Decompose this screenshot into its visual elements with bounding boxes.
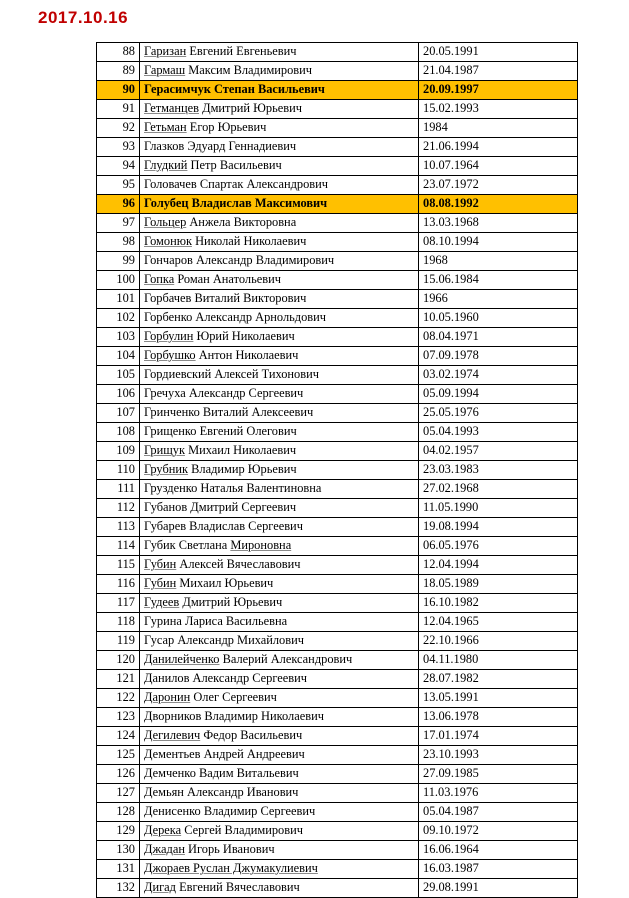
row-full-name: Гольцер Анжела Викторовна (140, 214, 419, 233)
row-number: 109 (97, 442, 140, 461)
row-full-name: Данилов Александр Сергеевич (140, 670, 419, 689)
row-birth-date: 08.08.1992 (419, 195, 578, 214)
row-birth-date: 09.10.1972 (419, 822, 578, 841)
table-row (97, 347, 578, 366)
underlined-token: Губин (144, 576, 177, 591)
row-birth-date: 10.05.1960 (419, 309, 578, 328)
row-birth-date: 11.05.1990 (419, 499, 578, 518)
records-table-body (97, 43, 578, 898)
row-number: 122 (97, 689, 140, 708)
row-full-name: Демченко Вадим Витальевич (140, 765, 419, 784)
underlined-token: Грубник (144, 462, 189, 477)
table-row (97, 727, 578, 746)
table-row (97, 442, 578, 461)
row-birth-date: 25.05.1976 (419, 404, 578, 423)
row-number: 94 (97, 157, 140, 176)
underlined-token: Грищук (144, 443, 185, 458)
row-number: 90 (97, 81, 140, 100)
row-number: 92 (97, 119, 140, 138)
row-full-name: Гурина Лариса Васильевна (140, 613, 419, 632)
row-number: 112 (97, 499, 140, 518)
row-birth-date: 15.06.1984 (419, 271, 578, 290)
table-row (97, 518, 578, 537)
underlined-token: Губин (144, 557, 177, 572)
table-row (97, 765, 578, 784)
row-full-name: Грищенко Евгений Олегович (140, 423, 419, 442)
row-birth-date: 1966 (419, 290, 578, 309)
table-row (97, 613, 578, 632)
table-row (97, 233, 578, 252)
table-row (97, 366, 578, 385)
row-number: 102 (97, 309, 140, 328)
row-birth-date: 05.09.1994 (419, 385, 578, 404)
row-full-name (140, 860, 419, 879)
row-full-name: Головачев Спартак Александрович (140, 176, 419, 195)
row-number: 107 (97, 404, 140, 423)
row-full-name: Даронин Олег Сергеевич (140, 689, 419, 708)
table-row (97, 746, 578, 765)
row-birth-date: 12.04.1994 (419, 556, 578, 575)
row-birth-date: 12.04.1965 (419, 613, 578, 632)
row-birth-date: 28.07.1982 (419, 670, 578, 689)
row-birth-date: 23.07.1972 (419, 176, 578, 195)
row-number: 108 (97, 423, 140, 442)
table-row (97, 708, 578, 727)
row-full-name: Горбенко Александр Арнольдович (140, 309, 419, 328)
table-row (97, 879, 578, 898)
row-birth-date: 15.02.1993 (419, 100, 578, 119)
row-full-name: Гетьман Егор Юрьевич (140, 119, 419, 138)
row-number: 118 (97, 613, 140, 632)
table-row (97, 575, 578, 594)
row-number: 131 (97, 860, 140, 879)
table-row (97, 100, 578, 119)
row-number: 91 (97, 100, 140, 119)
row-number: 121 (97, 670, 140, 689)
row-number: 88 (97, 43, 140, 62)
table-row (97, 138, 578, 157)
row-number: 93 (97, 138, 140, 157)
row-full-name: Дигад Евгений Вячеславович (140, 879, 419, 898)
underlined-token: Гомонюк (144, 234, 192, 249)
underlined-token: Горбушко (144, 348, 196, 363)
row-full-name: Горбулин Юрий Николаевич (140, 328, 419, 347)
table-row (97, 499, 578, 518)
row-number: 110 (97, 461, 140, 480)
row-number: 114 (97, 537, 140, 556)
table-row (97, 43, 578, 62)
table-row (97, 119, 578, 138)
table-row (97, 784, 578, 803)
row-birth-date: 08.04.1971 (419, 328, 578, 347)
row-full-name: Грищук Михаил Николаевич (140, 442, 419, 461)
row-number: 105 (97, 366, 140, 385)
row-birth-date: 06.05.1976 (419, 537, 578, 556)
records-table-container (96, 42, 556, 898)
underlined-token: Гетманцев (144, 101, 200, 116)
row-birth-date: 16.10.1982 (419, 594, 578, 613)
underlined-token: Джораев Руслан Джумакулиевич (144, 861, 318, 876)
row-birth-date: 04.11.1980 (419, 651, 578, 670)
row-number: 89 (97, 62, 140, 81)
row-number: 130 (97, 841, 140, 860)
underlined-token: Дегилевич (144, 728, 201, 743)
table-row (97, 328, 578, 347)
table-row (97, 480, 578, 499)
row-full-name: Глазков Эдуард Геннадиевич (140, 138, 419, 157)
row-birth-date: 19.08.1994 (419, 518, 578, 537)
table-row (97, 860, 578, 879)
row-full-name: Губанов Дмитрий Сергеевич (140, 499, 419, 518)
row-full-name: Гусар Александр Михайлович (140, 632, 419, 651)
row-full-name: Голубец Владислав Максимович (140, 195, 419, 214)
table-row (97, 309, 578, 328)
underlined-token: Гопка (144, 272, 175, 287)
row-birth-date: 18.05.1989 (419, 575, 578, 594)
table-row (97, 670, 578, 689)
table-row (97, 803, 578, 822)
row-number: 96 (97, 195, 140, 214)
row-birth-date: 1968 (419, 252, 578, 271)
table-row (97, 632, 578, 651)
row-full-name: Горбачев Виталий Викторович (140, 290, 419, 309)
row-full-name: Дворников Владимир Николаевич (140, 708, 419, 727)
row-birth-date: 13.05.1991 (419, 689, 578, 708)
underlined-token: Гаризан (144, 44, 187, 59)
table-row (97, 271, 578, 290)
row-birth-date: 20.05.1991 (419, 43, 578, 62)
row-full-name: Гордиевский Алексей Тихонович (140, 366, 419, 385)
row-number: 113 (97, 518, 140, 537)
row-birth-date: 17.01.1974 (419, 727, 578, 746)
table-row (97, 81, 578, 100)
row-number: 115 (97, 556, 140, 575)
table-row (97, 537, 578, 556)
row-full-name: Гринченко Виталий Алексеевич (140, 404, 419, 423)
row-birth-date: 13.03.1968 (419, 214, 578, 233)
underlined-token: Гетьман (144, 120, 187, 135)
row-full-name: Грузденко Наталья Валентиновна (140, 480, 419, 499)
row-full-name: Данилейченко Валерий Александрович (140, 651, 419, 670)
table-row (97, 157, 578, 176)
row-number: 100 (97, 271, 140, 290)
row-number: 104 (97, 347, 140, 366)
row-birth-date: 23.03.1983 (419, 461, 578, 480)
row-full-name: Глудкий Петр Васильевич (140, 157, 419, 176)
records-table (96, 42, 578, 898)
row-full-name: Демьян Александр Иванович (140, 784, 419, 803)
table-row (97, 556, 578, 575)
row-number: 132 (97, 879, 140, 898)
underlined-token: Дерека (144, 823, 182, 838)
row-full-name: Гаризан Евгений Евгеньевич (140, 43, 419, 62)
row-full-name: Гречуха Александр Сергеевич (140, 385, 419, 404)
table-row (97, 461, 578, 480)
row-full-name: Дементьев Андрей Андреевич (140, 746, 419, 765)
row-number: 119 (97, 632, 140, 651)
table-row (97, 404, 578, 423)
underlined-token: Гармаш (144, 63, 186, 78)
row-birth-date: 22.10.1966 (419, 632, 578, 651)
row-birth-date: 08.10.1994 (419, 233, 578, 252)
row-full-name: Джадан Игорь Иванович (140, 841, 419, 860)
row-birth-date: 23.10.1993 (419, 746, 578, 765)
row-full-name: Губин Михаил Юрьевич (140, 575, 419, 594)
row-birth-date: 16.03.1987 (419, 860, 578, 879)
underlined-token: Горбулин (144, 329, 194, 344)
table-row (97, 841, 578, 860)
underlined-token: Джадан (144, 842, 185, 857)
row-full-name: Горбушко Антон Николаевич (140, 347, 419, 366)
table-row (97, 176, 578, 195)
row-full-name: Гомонюк Николай Николаевич (140, 233, 419, 252)
table-row (97, 651, 578, 670)
row-birth-date: 16.06.1964 (419, 841, 578, 860)
table-row (97, 423, 578, 442)
row-number: 126 (97, 765, 140, 784)
row-full-name: Гудеев Дмитрий Юрьевич (140, 594, 419, 613)
row-full-name: Гетманцев Дмитрий Юрьевич (140, 100, 419, 119)
row-full-name: Губин Алексей Вячеславович (140, 556, 419, 575)
table-row (97, 290, 578, 309)
row-number: 125 (97, 746, 140, 765)
row-number: 101 (97, 290, 140, 309)
row-number: 129 (97, 822, 140, 841)
underlined-token: Глудкий (144, 158, 188, 173)
row-birth-date: 11.03.1976 (419, 784, 578, 803)
table-row (97, 195, 578, 214)
row-number: 116 (97, 575, 140, 594)
row-birth-date: 20.09.1997 (419, 81, 578, 100)
row-number: 117 (97, 594, 140, 613)
row-birth-date: 05.04.1987 (419, 803, 578, 822)
row-number: 123 (97, 708, 140, 727)
row-full-name: Герасимчук Степан Васильевич (140, 81, 419, 100)
row-number: 99 (97, 252, 140, 271)
row-number: 95 (97, 176, 140, 195)
row-number: 111 (97, 480, 140, 499)
row-number: 120 (97, 651, 140, 670)
table-row (97, 214, 578, 233)
row-birth-date: 21.06.1994 (419, 138, 578, 157)
underlined-token: Данилейченко (144, 652, 220, 667)
row-birth-date: 05.04.1993 (419, 423, 578, 442)
table-row (97, 252, 578, 271)
table-row (97, 385, 578, 404)
row-birth-date: 04.02.1957 (419, 442, 578, 461)
row-birth-date: 21.04.1987 (419, 62, 578, 81)
row-birth-date: 27.02.1968 (419, 480, 578, 499)
underlined-token: Дигад (144, 880, 176, 895)
row-full-name: Губик Светлана Мироновна (140, 537, 419, 556)
underlined-token: Гольцер (144, 215, 187, 230)
row-full-name: Гончаров Александр Владимирович (140, 252, 419, 271)
row-birth-date: 03.02.1974 (419, 366, 578, 385)
table-row (97, 594, 578, 613)
row-birth-date: 27.09.1985 (419, 765, 578, 784)
row-full-name: Денисенко Владимир Сергеевич (140, 803, 419, 822)
table-row (97, 822, 578, 841)
row-full-name: Губарев Владислав Сергеевич (140, 518, 419, 537)
underlined-token: Даронин (144, 690, 191, 705)
row-number: 97 (97, 214, 140, 233)
row-number: 103 (97, 328, 140, 347)
row-number: 124 (97, 727, 140, 746)
row-number: 127 (97, 784, 140, 803)
row-number: 106 (97, 385, 140, 404)
row-full-name: Грубник Владимир Юрьевич (140, 461, 419, 480)
table-row (97, 689, 578, 708)
row-birth-date: 13.06.1978 (419, 708, 578, 727)
row-full-name: Дерека Сергей Владимирович (140, 822, 419, 841)
row-birth-date: 1984 (419, 119, 578, 138)
row-full-name: Дегилевич Федор Васильевич (140, 727, 419, 746)
row-birth-date: 10.07.1964 (419, 157, 578, 176)
underlined-token: Мироновна (230, 538, 292, 553)
page-title: 2017.10.16 (38, 8, 129, 27)
row-birth-date: 29.08.1991 (419, 879, 578, 898)
row-full-name: Гопка Роман Анатольевич (140, 271, 419, 290)
row-full-name: Гармаш Максим Владимирович (140, 62, 419, 81)
row-birth-date: 07.09.1978 (419, 347, 578, 366)
table-row (97, 62, 578, 81)
row-number: 128 (97, 803, 140, 822)
row-number: 98 (97, 233, 140, 252)
underlined-token: Гудеев (144, 595, 180, 610)
